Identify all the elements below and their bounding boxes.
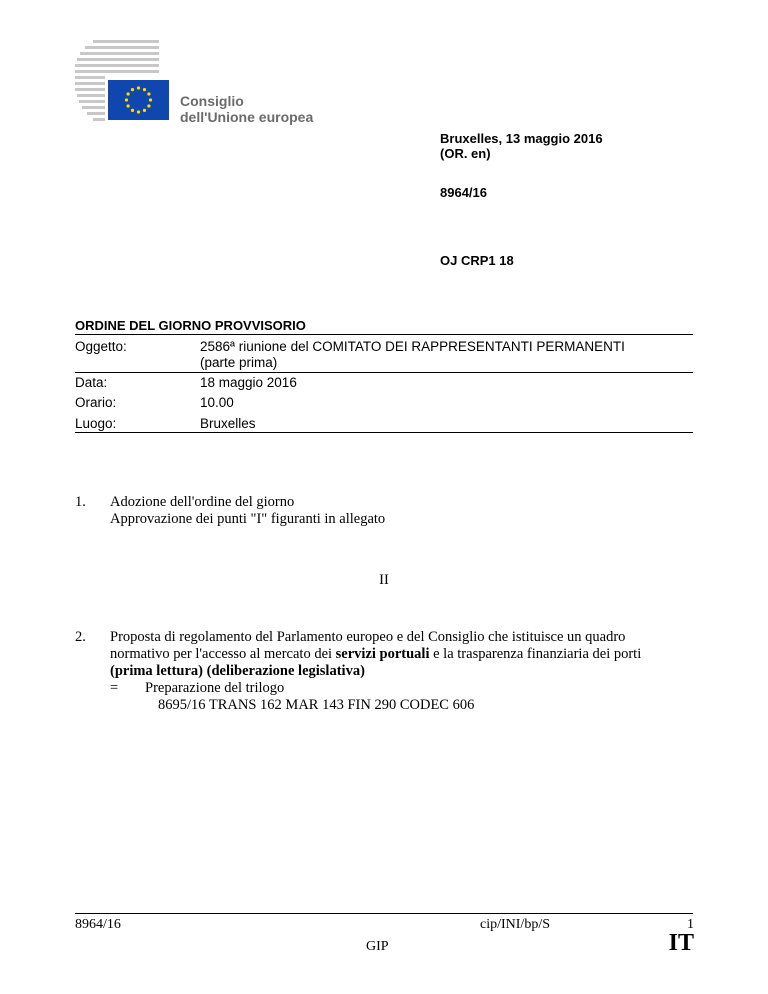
item-marker: = xyxy=(110,680,119,696)
footer-rule xyxy=(75,913,693,914)
footer-department: GIP xyxy=(366,939,389,954)
subject-label: Oggetto: xyxy=(75,339,127,354)
item-title-line2-start: normativo per l'accesso al mercato dei xyxy=(110,646,336,662)
item-number: 1. xyxy=(75,494,86,510)
eu-flag-icon xyxy=(108,80,169,120)
subject-value: 2586ª riunione del COMITATO DEI RAPPRESENTANTI PERMANENTI xyxy=(200,339,625,354)
agenda-title: ORDINE DEL GIORNO PROVVISORIO xyxy=(75,318,306,333)
document-number: 8964/16 xyxy=(440,185,487,200)
item-number: 2. xyxy=(75,629,86,645)
time-label: Orario: xyxy=(75,395,117,410)
date-label: Data: xyxy=(75,375,108,390)
date-value: 18 maggio 2016 xyxy=(200,375,297,390)
date-line: Bruxelles, 13 maggio 2016 xyxy=(440,131,603,146)
council-name-line1: Consiglio xyxy=(180,93,244,109)
item-preparation-text: Preparazione del trilogo xyxy=(145,680,285,696)
footer-code: cip/INI/bp/S xyxy=(480,917,550,932)
item-procedure: (prima lettura) (deliberazione legislativa) xyxy=(110,663,365,679)
council-name xyxy=(180,93,313,125)
item-preparation xyxy=(110,680,700,697)
council-name-line2: dell'Unione europea xyxy=(180,109,314,125)
footer-page-number: 1 xyxy=(687,917,694,932)
subject-value-cont: (parte prima) xyxy=(200,355,278,370)
footer-language: IT xyxy=(668,930,694,956)
item-title-line2-end: e la trasparenza finanziaria dei porti xyxy=(429,646,642,662)
agenda-reference: OJ CRP1 18 xyxy=(440,253,514,268)
item-document-refs: 8695/16 TRANS 162 MAR 143 FIN 290 CODEC 606 xyxy=(158,697,475,713)
place-value: Bruxelles xyxy=(200,416,256,431)
item-title-line1: Proposta di regolamento del Parlamento europeo e del Consiglio che istituisce un quadro xyxy=(110,629,626,645)
item-subtitle: Approvazione dei punti "I" figuranti in allegato xyxy=(110,511,386,527)
time-value: 10.00 xyxy=(200,395,234,410)
agenda-item xyxy=(110,629,700,714)
footer-doc-number: 8964/16 xyxy=(75,917,121,932)
table-top-rule xyxy=(75,334,693,335)
item-title: Adozione dell'ordine del giorno xyxy=(110,494,295,510)
agenda-item xyxy=(110,494,700,528)
table-mid-rule xyxy=(75,372,693,373)
table-bottom-rule xyxy=(75,432,693,433)
item-keyword: servizi portuali xyxy=(335,646,430,662)
item-title-line2 xyxy=(110,646,700,663)
section-heading: II xyxy=(379,572,389,588)
original-language: (OR. en) xyxy=(440,146,491,161)
place-label: Luogo: xyxy=(75,416,117,431)
